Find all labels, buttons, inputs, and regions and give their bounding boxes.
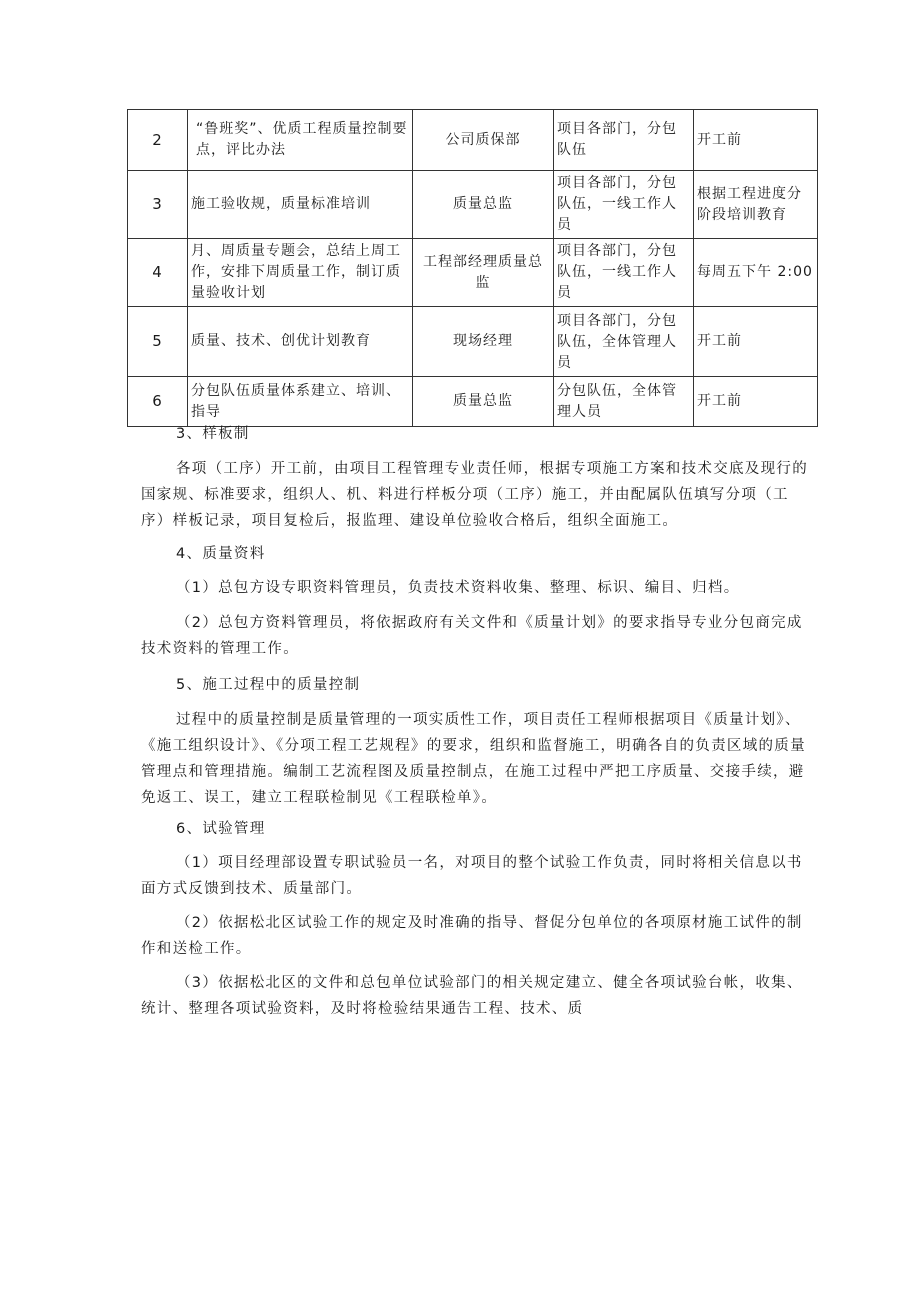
- row-number: 2: [128, 110, 188, 171]
- row-participants: 项目各部门，分包队伍，一线工作人员: [554, 171, 694, 239]
- row-item: 施工验收规，质量标准培训: [188, 171, 413, 239]
- section-heading: 3、样板制: [176, 426, 250, 442]
- row-time: 开工前: [694, 307, 818, 377]
- row-item: 质量、技术、创优计划教育: [188, 307, 413, 377]
- row-number: 4: [128, 239, 188, 307]
- paragraph: （3）依据松北区的文件和总包单位试验部门的相关规定建立、健全各项试验台帐，收集、统计、整理各项试验资料，及时将检验结果通告工程、技术、质: [141, 975, 803, 1017]
- paragraph: （2）依据松北区试验工作的规定及时准确的指导、督促分包单位的各项原材施工试件的制作和送检工作。: [141, 915, 803, 957]
- row-participants: 项目各部门，分包队伍，全体管理人员: [554, 307, 694, 377]
- row-department: 质量总监: [413, 171, 554, 239]
- row-time: 根据工程进度分阶段培训教育: [694, 171, 818, 239]
- quality-training-table: [127, 109, 818, 427]
- row-number: 5: [128, 307, 188, 377]
- row-time: 开工前: [694, 110, 818, 171]
- row-time: 每周五下午 2:00: [694, 239, 818, 307]
- table-row: [128, 171, 818, 239]
- table-row: [128, 377, 818, 427]
- row-department: 质量总监: [413, 377, 554, 427]
- row-department: 工程部经理质量总监: [413, 239, 554, 307]
- paragraph: 过程中的质量控制是质量管理的一项实质性工作，项目责任工程师根据项目《质量计划》、《施工组织设计》、《分项工程工艺规程》的要求，组织和监督施工，明确各自的负责区域的质量管理点和管理措施。编制工艺流程图及质量控制点，在施工过程中严把工序质量、交接手续，避免返工、误工，建立工程联检制见《工程联检单》。: [141, 712, 806, 806]
- row-participants: 分包队伍，全体管理人员: [554, 377, 694, 427]
- section-heading: 5、施工过程中的质量控制: [176, 677, 361, 693]
- paragraph: （1）项目经理部设置专职试验员一名，对项目的整个试验工作负责，同时将相关信息以书面方式反馈到技术、质量部门。: [141, 855, 803, 897]
- paragraph: 各项（工序）开工前，由项目工程管理专业责任师，根据专项施工方案和技术交底及现行的国家规、标准要求，组织人、机、料进行样板分项（工序）施工，并由配属队伍填写分项（工序）样板记录，项目复检后，报监理、建设单位验收合格后，组织全面施工。: [141, 461, 808, 529]
- paragraph: （1）总包方设专职资料管理员，负责技术资料收集、整理、标识、编目、归档。: [176, 580, 740, 596]
- row-item: 月、周质量专题会，总结上周工作，安排下周质量工作，制订质量验收计划: [188, 239, 413, 307]
- table-row: [128, 239, 818, 307]
- row-time: 开工前: [694, 377, 818, 427]
- table-row: [128, 307, 818, 377]
- row-department: 现场经理: [413, 307, 554, 377]
- section-heading: 6、试验管理: [176, 821, 266, 837]
- table-row: [128, 110, 818, 171]
- row-number: 3: [128, 171, 188, 239]
- row-item: “鲁班奖”、优质工程质量控制要点，评比办法: [188, 110, 413, 171]
- row-participants: 项目各部门，分包队伍: [554, 110, 694, 171]
- row-item: 分包队伍质量体系建立、培训、指导: [188, 377, 413, 427]
- row-number: 6: [128, 377, 188, 427]
- paragraph: （2）总包方资料管理员，将依据政府有关文件和《质量计划》的要求指导专业分包商完成技术资料的管理工作。: [141, 615, 803, 657]
- row-participants: 项目各部门，分包队伍，一线工作人员: [554, 239, 694, 307]
- row-department: 公司质保部: [413, 110, 554, 171]
- section-heading: 4、质量资料: [176, 546, 266, 562]
